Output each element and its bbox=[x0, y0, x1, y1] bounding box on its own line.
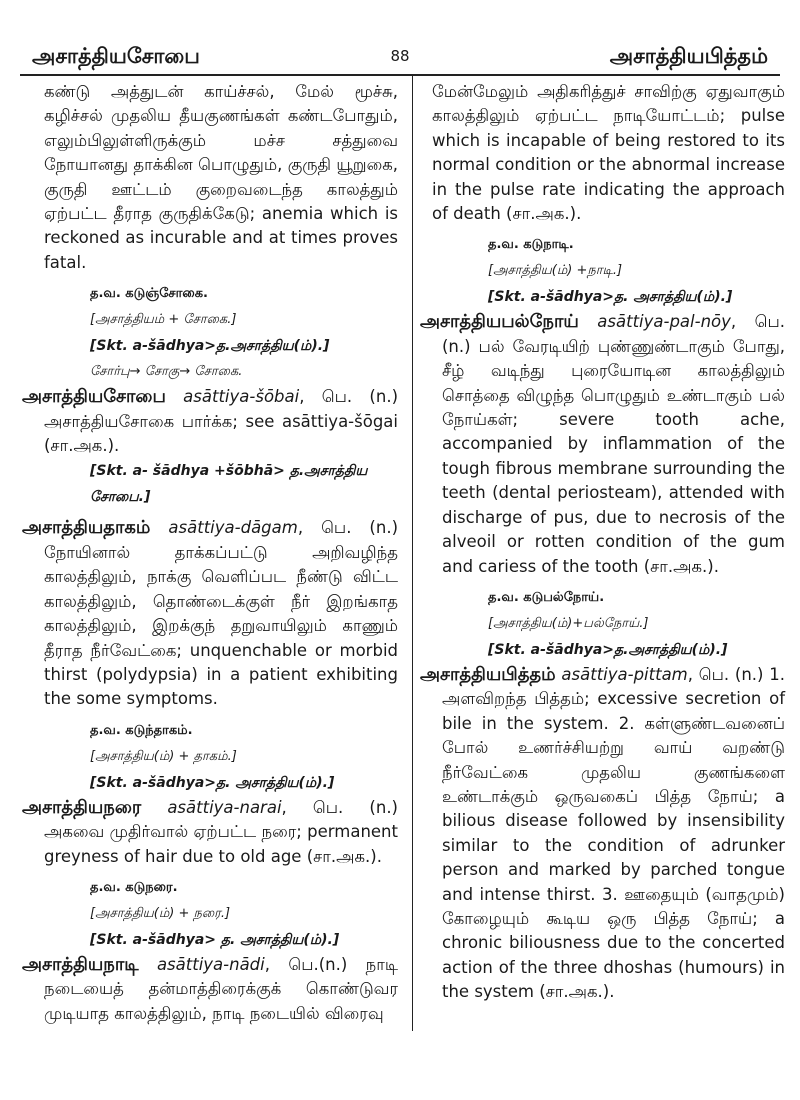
derivation-chain: சோர்பு→ சோகு→ சோகை. bbox=[90, 364, 243, 380]
left-column bbox=[22, 80, 398, 1026]
column-divider bbox=[412, 76, 413, 1031]
tamil-equivalent: த.வ. கடுபல்நோய். bbox=[488, 589, 605, 605]
etymology-root: [அசாத்திய(ம்) +நாடி.] bbox=[488, 263, 623, 279]
header-left-guideword: அசாத்தியசோபை bbox=[32, 44, 200, 68]
sanskrit-etymology: [Skt. a- šādhya +šōbhā> த.அசாத்திய சோபை.] bbox=[90, 463, 368, 506]
entry-asattiya-pittam bbox=[420, 663, 785, 1005]
entry-definition: , பெ. (n.) 1. அளவிறந்த பித்தம்; excessive secretion of bile in the system. 2. கள்ளுண்டவனைப் போல் உணர்ச்சியற்று வாய் வறண்டு நீர்வேட்கை முதலிய குணங்களை உண்டாக்கும் ஒருவகைப் பித்த நோய்; a bilious disease followed by insensibility similar to the condition of adrunker person and marked by parched tongue and intense thirst. 3. ஊதையும் (வாதமும்) கோழையும் கூடிய ஒரு பித்த நோய்; a chronic biliousness due to the concerted action of the three dhoshas (humours) in the system (சா.அக.). bbox=[442, 664, 785, 1002]
sanskrit-etymology: [Skt. a-šādhya>த.அசாத்திய(ம்).] bbox=[90, 338, 330, 355]
entry-transliteration: asāttiya-dāgam bbox=[168, 518, 298, 538]
entry-definition: , பெ. (n.) அகவை முதிர்வால் ஏற்பட்ட நரை; permanent greyness of hair due to old age (சா.அக.). bbox=[44, 797, 398, 866]
entry-transliteration: asāttiya-pittam bbox=[561, 664, 688, 684]
entry-asattiya-dagam bbox=[22, 516, 398, 711]
sanskrit-etymology: [Skt. a-šādhya>த. அசாத்திய(ம்).] bbox=[488, 289, 733, 306]
entry-asattiya-pal-noy bbox=[420, 310, 785, 578]
entry-asattiya-sobai bbox=[22, 385, 398, 458]
entry-headword: அசாத்தியநரை bbox=[22, 796, 142, 818]
tamil-equivalent: த.வ. கடுந்தாகம். bbox=[90, 722, 193, 738]
entry-definition: , பெ. (n.) அசாத்தியசோகை பார்க்க; see asāttiya-šōgai (சா.அக.). bbox=[44, 387, 398, 456]
entry-definition: , பெ.(n.) நாடி நடையைத் தன்மாத்திரைக்குக் கொண்டுவர முடியாத காலத்திலும், நாடி நடையில் விரைவு bbox=[44, 954, 398, 1023]
continued-definition: கண்டு அத்துடன் காய்ச்சல், மேல் மூச்சு, கழிச்சல் முதலிய தீயகுணங்கள் கண்டபோதும், எலும்பிலுள்ளிருக்கும் மச்ச சத்துவை நோயானது தாக்கின பொழுதும், குருதி யூறுகை, குருதி ஊட்டம் குறைவடைந்த காலத்தும் ஏற்பட்ட தீராத குருதிக்கேடு; anemia which is reckoned as incurable and at times proves fatal. bbox=[44, 82, 398, 272]
entry-transliteration: asāttiya-šōbai bbox=[183, 387, 300, 407]
entry-asattiya-narai bbox=[22, 796, 398, 869]
header-right-guideword: அசாத்தியபித்தம் bbox=[609, 44, 768, 68]
tamil-equivalent: த.வ. கடுநரை. bbox=[90, 879, 178, 895]
page-number: 88 bbox=[390, 47, 410, 65]
tamil-equivalent: த.வ. கடுநாடி. bbox=[488, 237, 574, 253]
entry-asattiya-nadi bbox=[22, 953, 398, 1026]
entry-definition: , பெ. (n.) நோயினால் தாக்கப்பட்டு அறிவழிந்த காலத்திலும், நாக்கு வெளிப்பட நீண்டு விட்ட காலத்திலும், தொண்டைக்குள் நீர் இறங்காத காலத்திலும், இறக்குந் தறுவாயிலும் காணும் தீராத நீர்வேட்கை; unquenchable or morbid thirst (polydypsia) in a patient exhibiting the some symptoms. bbox=[44, 518, 398, 709]
entry-transliteration: asāttiya-narai bbox=[167, 797, 282, 817]
page-header bbox=[20, 40, 780, 76]
sanskrit-etymology: [Skt. a-šādhya> த. அசாத்திய(ம்).] bbox=[90, 931, 340, 948]
etymology-root: [அசாத்திய(ம்) + தாகம்.] bbox=[90, 748, 237, 764]
tamil-equivalent: த.வ. கடுஞ்சோகை. bbox=[90, 286, 208, 302]
etymology-root: [அசாத்திய(ம்) + நரை.] bbox=[90, 905, 231, 921]
entry-transliteration: asāttiya-pal-nōy bbox=[597, 312, 731, 332]
etymology-root: [அசாத்தியம் + சோகை.] bbox=[90, 312, 237, 328]
sanskrit-etymology: [Skt. a-šādhya>த. அசாத்திய(ம்).] bbox=[90, 774, 335, 791]
right-column bbox=[420, 80, 785, 1005]
entry-headword: அசாத்தியபித்தம் bbox=[420, 663, 556, 685]
sanskrit-etymology: [Skt. a-šādhya>த.அசாத்திய(ம்).] bbox=[488, 641, 728, 658]
entry-transliteration: asāttiya-nādi bbox=[156, 954, 265, 974]
entry-definition: , பெ.(n.) பல் வேரடியிற் புண்ணுண்டாகும் போது, சீழ் வடிந்து புரையோடின காலத்திலும் சொத்தை விழுந்த பொழுதும் உண்டாகும் பல் நோய்கள்; severe tooth ache, accompanied by inflammation of the tough fibrous membrane surrounding the teeth (dental periosteam), attended with discharge of pus, due to necrosis of the alveoil or rotten condition of the gum and cariess of the tooth (சா.அக.). bbox=[442, 312, 785, 576]
entry-headword: அசாத்தியபல்நோய் bbox=[420, 311, 579, 333]
entry-headword: அசாத்தியநாடி bbox=[22, 953, 139, 975]
continued-definition: மேன்மேலும் அதிகரித்துச் சாவிற்கு ஏதுவாகும் காலத்திலும் ஏற்பட்ட நாடியோட்டம்; pulse which is incapable of being restored to its normal condition or the abnormal increase in the pulse rate indicating the approach of death (சா.அக.). bbox=[432, 82, 785, 224]
etymology-root: [அசாத்திய(ம்)+பல்நோய்.] bbox=[488, 615, 649, 631]
entry-headword: அசாத்தியசோபை bbox=[22, 386, 166, 408]
entry-headword: அசாத்தியதாகம் bbox=[22, 517, 151, 539]
